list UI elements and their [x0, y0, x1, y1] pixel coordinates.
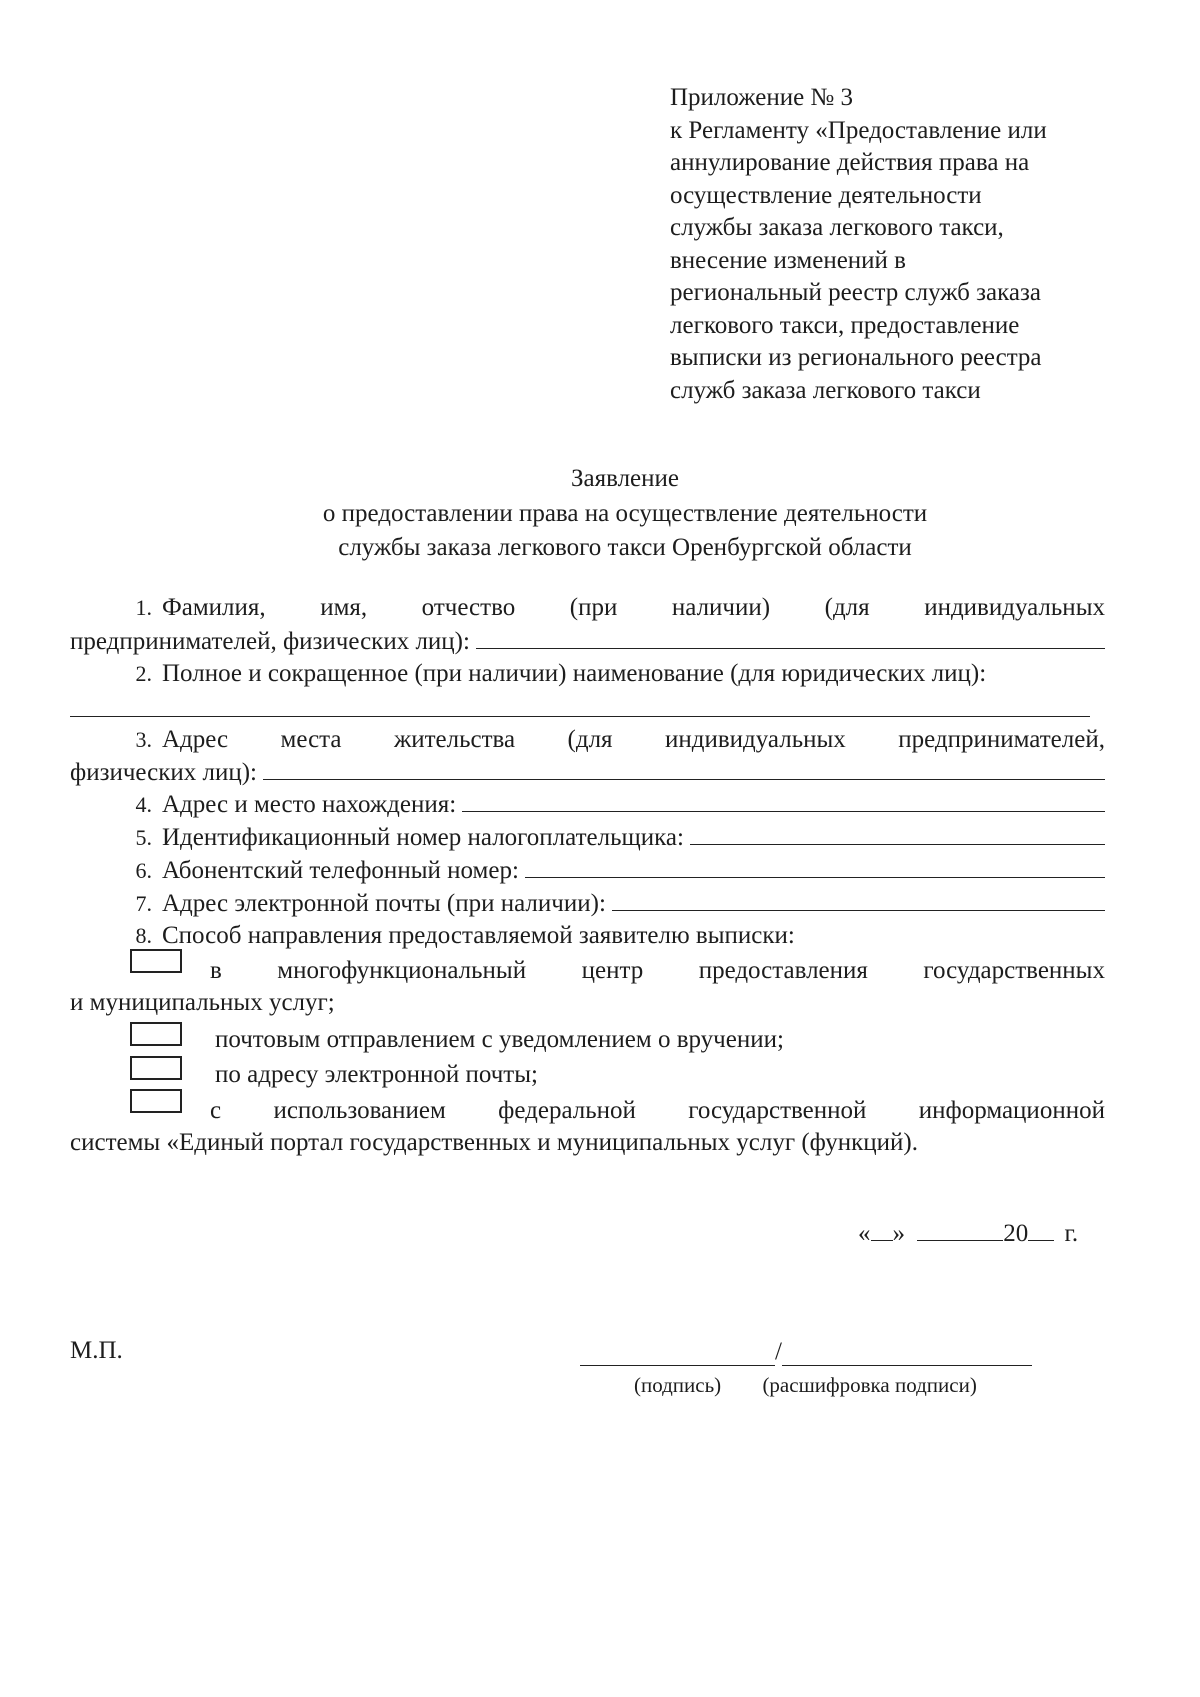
- item-word: (для: [824, 594, 870, 621]
- appendix-line: легкового такси, предоставление: [670, 311, 1020, 339]
- title-line-2: о предоставлении права на осуществление деятельности: [322, 499, 928, 527]
- option-1-cont: и муниципальных услуг;: [70, 989, 335, 1016]
- item-3-line: [70, 725, 1105, 755]
- item-number: 3.: [135, 727, 152, 752]
- option-word: информационной: [918, 1097, 1105, 1124]
- fio-field[interactable]: [476, 626, 1105, 649]
- item-3-field: [70, 757, 1105, 788]
- item-6-text: Абонентский телефонный номер:: [162, 857, 519, 884]
- item-2-text: Полное и сокращенное (при наличии) наименование (для юридических лиц):: [162, 660, 987, 687]
- location-address-field[interactable]: [462, 789, 1105, 812]
- option-word: государственных: [923, 957, 1105, 984]
- item-7-text: Адрес электронной почты (при наличии):: [162, 890, 606, 917]
- item-8-text: Способ направления предоставляемой заявителю выписки:: [162, 922, 795, 949]
- item-3-first-word: 3. Адрес: [70, 725, 228, 755]
- item-4-line: [70, 789, 1105, 820]
- signature-label: (подпись): [634, 1373, 722, 1397]
- appendix-line: аннулирование действия права на: [670, 149, 1030, 176]
- option-mail-checkbox[interactable]: [130, 1022, 182, 1046]
- option-mfc-checkbox[interactable]: [130, 949, 182, 973]
- date-open-quote: «: [858, 1220, 871, 1247]
- item-word: (при: [569, 594, 618, 621]
- signature-separator: /: [775, 1338, 782, 1365]
- item-3-cont: физических лиц):: [70, 759, 257, 786]
- item-1-field: [70, 626, 1105, 657]
- appendix-header: [670, 82, 1047, 407]
- item-8-line: [70, 921, 1105, 951]
- item-6-line: [70, 855, 1105, 886]
- item-5-text: Идентификационный номер налогоплательщика:: [162, 824, 684, 851]
- item-word: отчество: [421, 594, 516, 621]
- appendix-line: службы заказа легкового такси,: [670, 214, 1004, 241]
- appendix-line: выписки из регионального реестра: [670, 344, 1042, 371]
- item-word: жительства: [393, 726, 516, 753]
- item-word: предпринимателей,: [898, 726, 1105, 753]
- option-word: предоставления: [698, 957, 868, 984]
- day-field[interactable]: [871, 1218, 893, 1241]
- item-1-first-word: 1. Фамилия,: [70, 593, 266, 623]
- item-word: наличии): [671, 594, 771, 621]
- option-word: федеральной: [498, 1097, 636, 1124]
- item-4-text: Адрес и место нахождения:: [162, 791, 457, 818]
- option-1-line: [210, 956, 1105, 986]
- phone-field[interactable]: [525, 855, 1105, 878]
- organization-name-field[interactable]: [70, 716, 1090, 717]
- document-title: [0, 462, 1200, 566]
- item-number: 1.: [135, 595, 152, 620]
- signature-decoding-label: (расшифровка подписи): [762, 1373, 977, 1397]
- item-2-line: [70, 659, 1105, 689]
- appendix-line: осуществление деятельности: [670, 181, 982, 209]
- option-2-text: почтовым отправлением с уведомлением о вручении;: [215, 1026, 784, 1053]
- item-7-line: [70, 888, 1105, 919]
- option-4-cont: системы «Единый портал государственных и муниципальных услуг (функций).: [70, 1129, 918, 1156]
- item-word: индивидуальных: [665, 726, 846, 753]
- appendix-line: служб заказа легкового такси: [670, 376, 981, 404]
- option-word: государственной: [688, 1097, 867, 1124]
- item-number: 2.: [135, 661, 152, 686]
- signature-line: [580, 1338, 1032, 1366]
- option-word: использованием: [273, 1097, 446, 1124]
- item-5-line: [70, 822, 1105, 853]
- appendix-line: региональный реестр служб заказа: [670, 279, 1041, 306]
- option-4-line: [210, 1096, 1105, 1126]
- option-word: в: [210, 957, 222, 984]
- option-word: центр: [581, 957, 644, 984]
- item-number: 5.: [135, 825, 152, 850]
- residence-address-field[interactable]: [263, 757, 1105, 780]
- item-number: 6.: [135, 858, 152, 883]
- signature-decoding-field[interactable]: [782, 1339, 1032, 1366]
- option-email-checkbox[interactable]: [130, 1056, 182, 1080]
- item-word: индивидуальных: [924, 594, 1105, 621]
- appendix-line: внесение изменений в: [670, 246, 906, 274]
- item-word: места: [280, 726, 342, 753]
- title-line-1: Заявление: [570, 465, 680, 492]
- option-word: с: [210, 1097, 222, 1124]
- item-number: 4.: [135, 792, 152, 817]
- signature-labels: [634, 1373, 977, 1398]
- item-1-line: [70, 593, 1105, 623]
- stamp-label: М.П.: [70, 1337, 123, 1364]
- month-field[interactable]: [917, 1218, 1003, 1241]
- year-suffix: г.: [1064, 1220, 1079, 1247]
- date-close-quote: »: [892, 1220, 905, 1247]
- email-field[interactable]: [612, 888, 1105, 911]
- signature-field[interactable]: [580, 1339, 775, 1366]
- item-number: 7.: [135, 891, 152, 916]
- option-3-text: по адресу электронной почты;: [215, 1061, 538, 1088]
- title-line-3: службы заказа легкового такси Оренбургской области: [338, 534, 912, 561]
- item-word: (для: [567, 726, 613, 753]
- date-line: [858, 1218, 1078, 1248]
- appendix-line: Приложение № 3: [670, 84, 854, 111]
- item-1-cont: предпринимателей, физических лиц):: [70, 628, 470, 655]
- year-prefix: 20: [1003, 1220, 1029, 1247]
- inn-field[interactable]: [690, 822, 1105, 845]
- option-word: многофункциональный: [277, 957, 527, 984]
- year-field[interactable]: [1028, 1218, 1054, 1241]
- appendix-line: к Регламенту «Предоставление или: [670, 116, 1047, 144]
- item-word: имя,: [320, 594, 368, 621]
- item-number: 8.: [135, 923, 152, 948]
- option-portal-checkbox[interactable]: [130, 1089, 182, 1113]
